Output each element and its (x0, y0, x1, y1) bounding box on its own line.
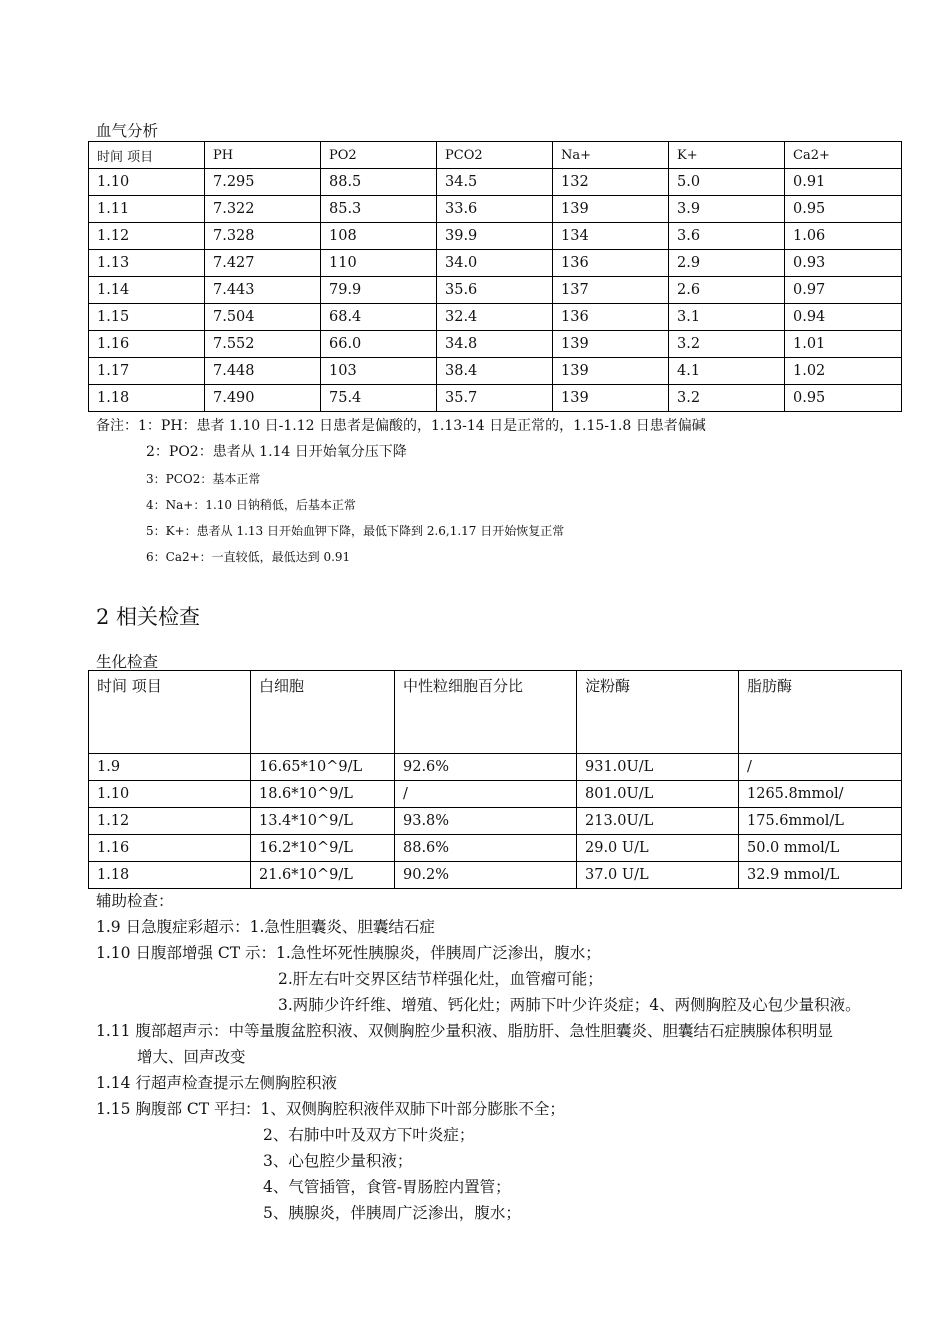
table-cell: 33.6 (437, 196, 553, 223)
table-row (89, 781, 902, 808)
table-cell: 134 (553, 223, 669, 250)
table-cell: 2.6 (669, 277, 785, 304)
table-cell: 139 (553, 196, 669, 223)
table-header-cell: 时间 项目 (89, 671, 251, 754)
table-header-cell: 白细胞 (251, 671, 395, 754)
table-cell: 1.14 (89, 277, 205, 304)
table-cell: 7.504 (205, 304, 321, 331)
blood-gas-note-6: 6：Ca2+：一直较低，最低达到 0.91 (146, 550, 351, 564)
table-cell: 1.12 (89, 223, 205, 250)
table-cell: 7.328 (205, 223, 321, 250)
table-cell: 1.16 (89, 835, 251, 862)
table-cell: 7.427 (205, 250, 321, 277)
table-row (89, 250, 902, 277)
table-row (89, 331, 902, 358)
table-row (89, 385, 902, 412)
table-cell: 213.0U/L (577, 808, 739, 835)
table-cell: 931.0U/L (577, 754, 739, 781)
table-cell: 5.0 (669, 169, 785, 196)
table-cell: 0.91 (785, 169, 902, 196)
table-cell: 1265.8mmol/ (739, 781, 902, 808)
table-cell: 88.5 (321, 169, 437, 196)
biochem-title: 生化检查 (96, 653, 159, 671)
aux-line: 1.15 胸腹部 CT 平扫：1、双侧胸腔积液伴双肺下叶部分膨胀不全； (96, 1100, 565, 1118)
aux-line: 3.两肺少许纤维、增殖、钙化灶；两肺下叶少许炎症；4、两侧胸腔及心包少量积液。 (278, 996, 861, 1014)
table-cell: 1.11 (89, 196, 205, 223)
table-cell: 32.9 mmol/L (739, 862, 902, 889)
table-header-cell: PCO2 (437, 142, 553, 169)
table-header-cell: 时间 项目 (89, 142, 205, 169)
aux-line: 5、胰腺炎，伴胰周广泛渗出，腹水； (263, 1204, 521, 1222)
table-cell: 3.1 (669, 304, 785, 331)
aux-line: 增大、回声改变 (137, 1048, 246, 1066)
table-cell: 92.6% (395, 754, 577, 781)
table-header-row (89, 671, 902, 754)
table-cell: 50.0 mmol/L (739, 835, 902, 862)
blood-gas-note-3: 3：PCO2：基本正常 (146, 472, 261, 486)
aux-line: 3、心包腔少量积液； (263, 1152, 413, 1170)
table-cell: 32.4 (437, 304, 553, 331)
table-cell: 1.02 (785, 358, 902, 385)
table-cell: 85.3 (321, 196, 437, 223)
table-cell: 13.4*10^9/L (251, 808, 395, 835)
aux-line: 1.10 日腹部增强 CT 示：1.急性坏死性胰腺炎，伴胰周广泛渗出，腹水； (96, 944, 601, 962)
table-cell: 3.9 (669, 196, 785, 223)
table-cell: 21.6*10^9/L (251, 862, 395, 889)
table-cell: 1.01 (785, 331, 902, 358)
table-cell: 0.93 (785, 250, 902, 277)
table-cell: 38.4 (437, 358, 553, 385)
table-row (89, 304, 902, 331)
table-cell: 0.95 (785, 196, 902, 223)
table-cell: 1.10 (89, 781, 251, 808)
table-row (89, 835, 902, 862)
table-cell: 801.0U/L (577, 781, 739, 808)
table-cell: 7.552 (205, 331, 321, 358)
table-cell: 1.16 (89, 331, 205, 358)
table-cell: 1.18 (89, 385, 205, 412)
table-cell: 136 (553, 304, 669, 331)
table-cell: 136 (553, 250, 669, 277)
table-cell: 7.448 (205, 358, 321, 385)
table-row (89, 862, 902, 889)
table-cell: 29.0 U/L (577, 835, 739, 862)
aux-line: 2、右肺中叶及双方下叶炎症； (263, 1126, 475, 1144)
table-header-cell: PO2 (321, 142, 437, 169)
table-cell: 4.1 (669, 358, 785, 385)
table-cell: 2.9 (669, 250, 785, 277)
table-cell: 90.2% (395, 862, 577, 889)
table-header-cell: PH (205, 142, 321, 169)
table-cell: 66.0 (321, 331, 437, 358)
table-cell: 35.6 (437, 277, 553, 304)
table-cell: 1.9 (89, 754, 251, 781)
aux-line: 4、气管插管，食管-胃肠腔内置管； (263, 1178, 511, 1196)
table-cell: 139 (553, 331, 669, 358)
table-cell: 16.65*10^9/L (251, 754, 395, 781)
table-cell: 88.6% (395, 835, 577, 862)
table-cell: 137 (553, 277, 669, 304)
table-cell: 79.9 (321, 277, 437, 304)
table-cell: / (739, 754, 902, 781)
table-cell: 3.2 (669, 385, 785, 412)
table-row (89, 754, 902, 781)
table-cell: 139 (553, 358, 669, 385)
table-cell: 68.4 (321, 304, 437, 331)
aux-line: 1.14 行超声检查提示左侧胸腔积液 (96, 1074, 337, 1092)
aux-line: 2.肝左右叶交界区结节样强化灶，血管瘤可能； (278, 970, 603, 988)
table-cell: 7.490 (205, 385, 321, 412)
table-cell: / (395, 781, 577, 808)
blood-gas-title: 血气分析 (96, 122, 159, 140)
table-header-cell: 淀粉酶 (577, 671, 739, 754)
table-header-cell: 中性粒细胞百分比 (395, 671, 577, 754)
table-cell: 3.2 (669, 331, 785, 358)
table-cell: 1.12 (89, 808, 251, 835)
table-cell: 1.06 (785, 223, 902, 250)
table-cell: 1.17 (89, 358, 205, 385)
table-cell: 110 (321, 250, 437, 277)
section-heading: 2 相关检查 (96, 605, 201, 629)
table-cell: 35.7 (437, 385, 553, 412)
blood-gas-note-2: 2：PO2：患者从 1.14 日开始氧分压下降 (146, 444, 407, 460)
table-row (89, 808, 902, 835)
blood-gas-note-4: 4：Na+：1.10 日钠稍低，后基本正常 (146, 498, 356, 512)
table-cell: 39.9 (437, 223, 553, 250)
table-cell: 18.6*10^9/L (251, 781, 395, 808)
table-cell: 175.6mmol/L (739, 808, 902, 835)
table-cell: 7.443 (205, 277, 321, 304)
table-cell: 139 (553, 385, 669, 412)
table-cell: 0.95 (785, 385, 902, 412)
table-cell: 0.94 (785, 304, 902, 331)
table-cell: 34.0 (437, 250, 553, 277)
biochem-table (88, 670, 902, 889)
blood-gas-note-5: 5：K+：患者从 1.13 日开始血钾下降，最低下降到 2.6,1.17 日开始恢复正常 (146, 524, 565, 538)
table-header-cell: Na+ (553, 142, 669, 169)
table-cell: 34.5 (437, 169, 553, 196)
table-row (89, 358, 902, 385)
table-cell: 93.8% (395, 808, 577, 835)
table-cell: 16.2*10^9/L (251, 835, 395, 862)
table-header-cell: 脂肪酶 (739, 671, 902, 754)
aux-line: 1.9 日急腹症彩超示：1.急性胆囊炎、胆囊结石症 (96, 918, 435, 936)
table-row (89, 169, 902, 196)
table-cell: 1.10 (89, 169, 205, 196)
blood-gas-note-1: 备注：1：PH：患者 1.10 日-1.12 日患者是偏酸的，1.13-14 日是正常的，1.15-1.8 日患者偏碱 (96, 418, 706, 434)
table-cell: 0.97 (785, 277, 902, 304)
table-header-cell: Ca2+ (785, 142, 902, 169)
table-cell: 1.13 (89, 250, 205, 277)
table-cell: 3.6 (669, 223, 785, 250)
table-row (89, 277, 902, 304)
table-header-cell: K+ (669, 142, 785, 169)
table-cell: 108 (321, 223, 437, 250)
table-cell: 37.0 U/L (577, 862, 739, 889)
aux-title: 辅助检查： (96, 892, 174, 910)
table-cell: 1.15 (89, 304, 205, 331)
aux-line: 1.11 腹部超声示：中等量腹盆腔积液、双侧胸腔少量积液、脂肪肝、急性胆囊炎、胆囊结石症胰腺体积明显 (96, 1022, 833, 1040)
table-header-row (89, 142, 902, 169)
table-cell: 7.295 (205, 169, 321, 196)
table-cell: 34.8 (437, 331, 553, 358)
table-cell: 132 (553, 169, 669, 196)
table-cell: 103 (321, 358, 437, 385)
blood-gas-table (88, 141, 902, 412)
table-row (89, 196, 902, 223)
table-cell: 1.18 (89, 862, 251, 889)
table-row (89, 223, 902, 250)
table-cell: 75.4 (321, 385, 437, 412)
table-cell: 7.322 (205, 196, 321, 223)
